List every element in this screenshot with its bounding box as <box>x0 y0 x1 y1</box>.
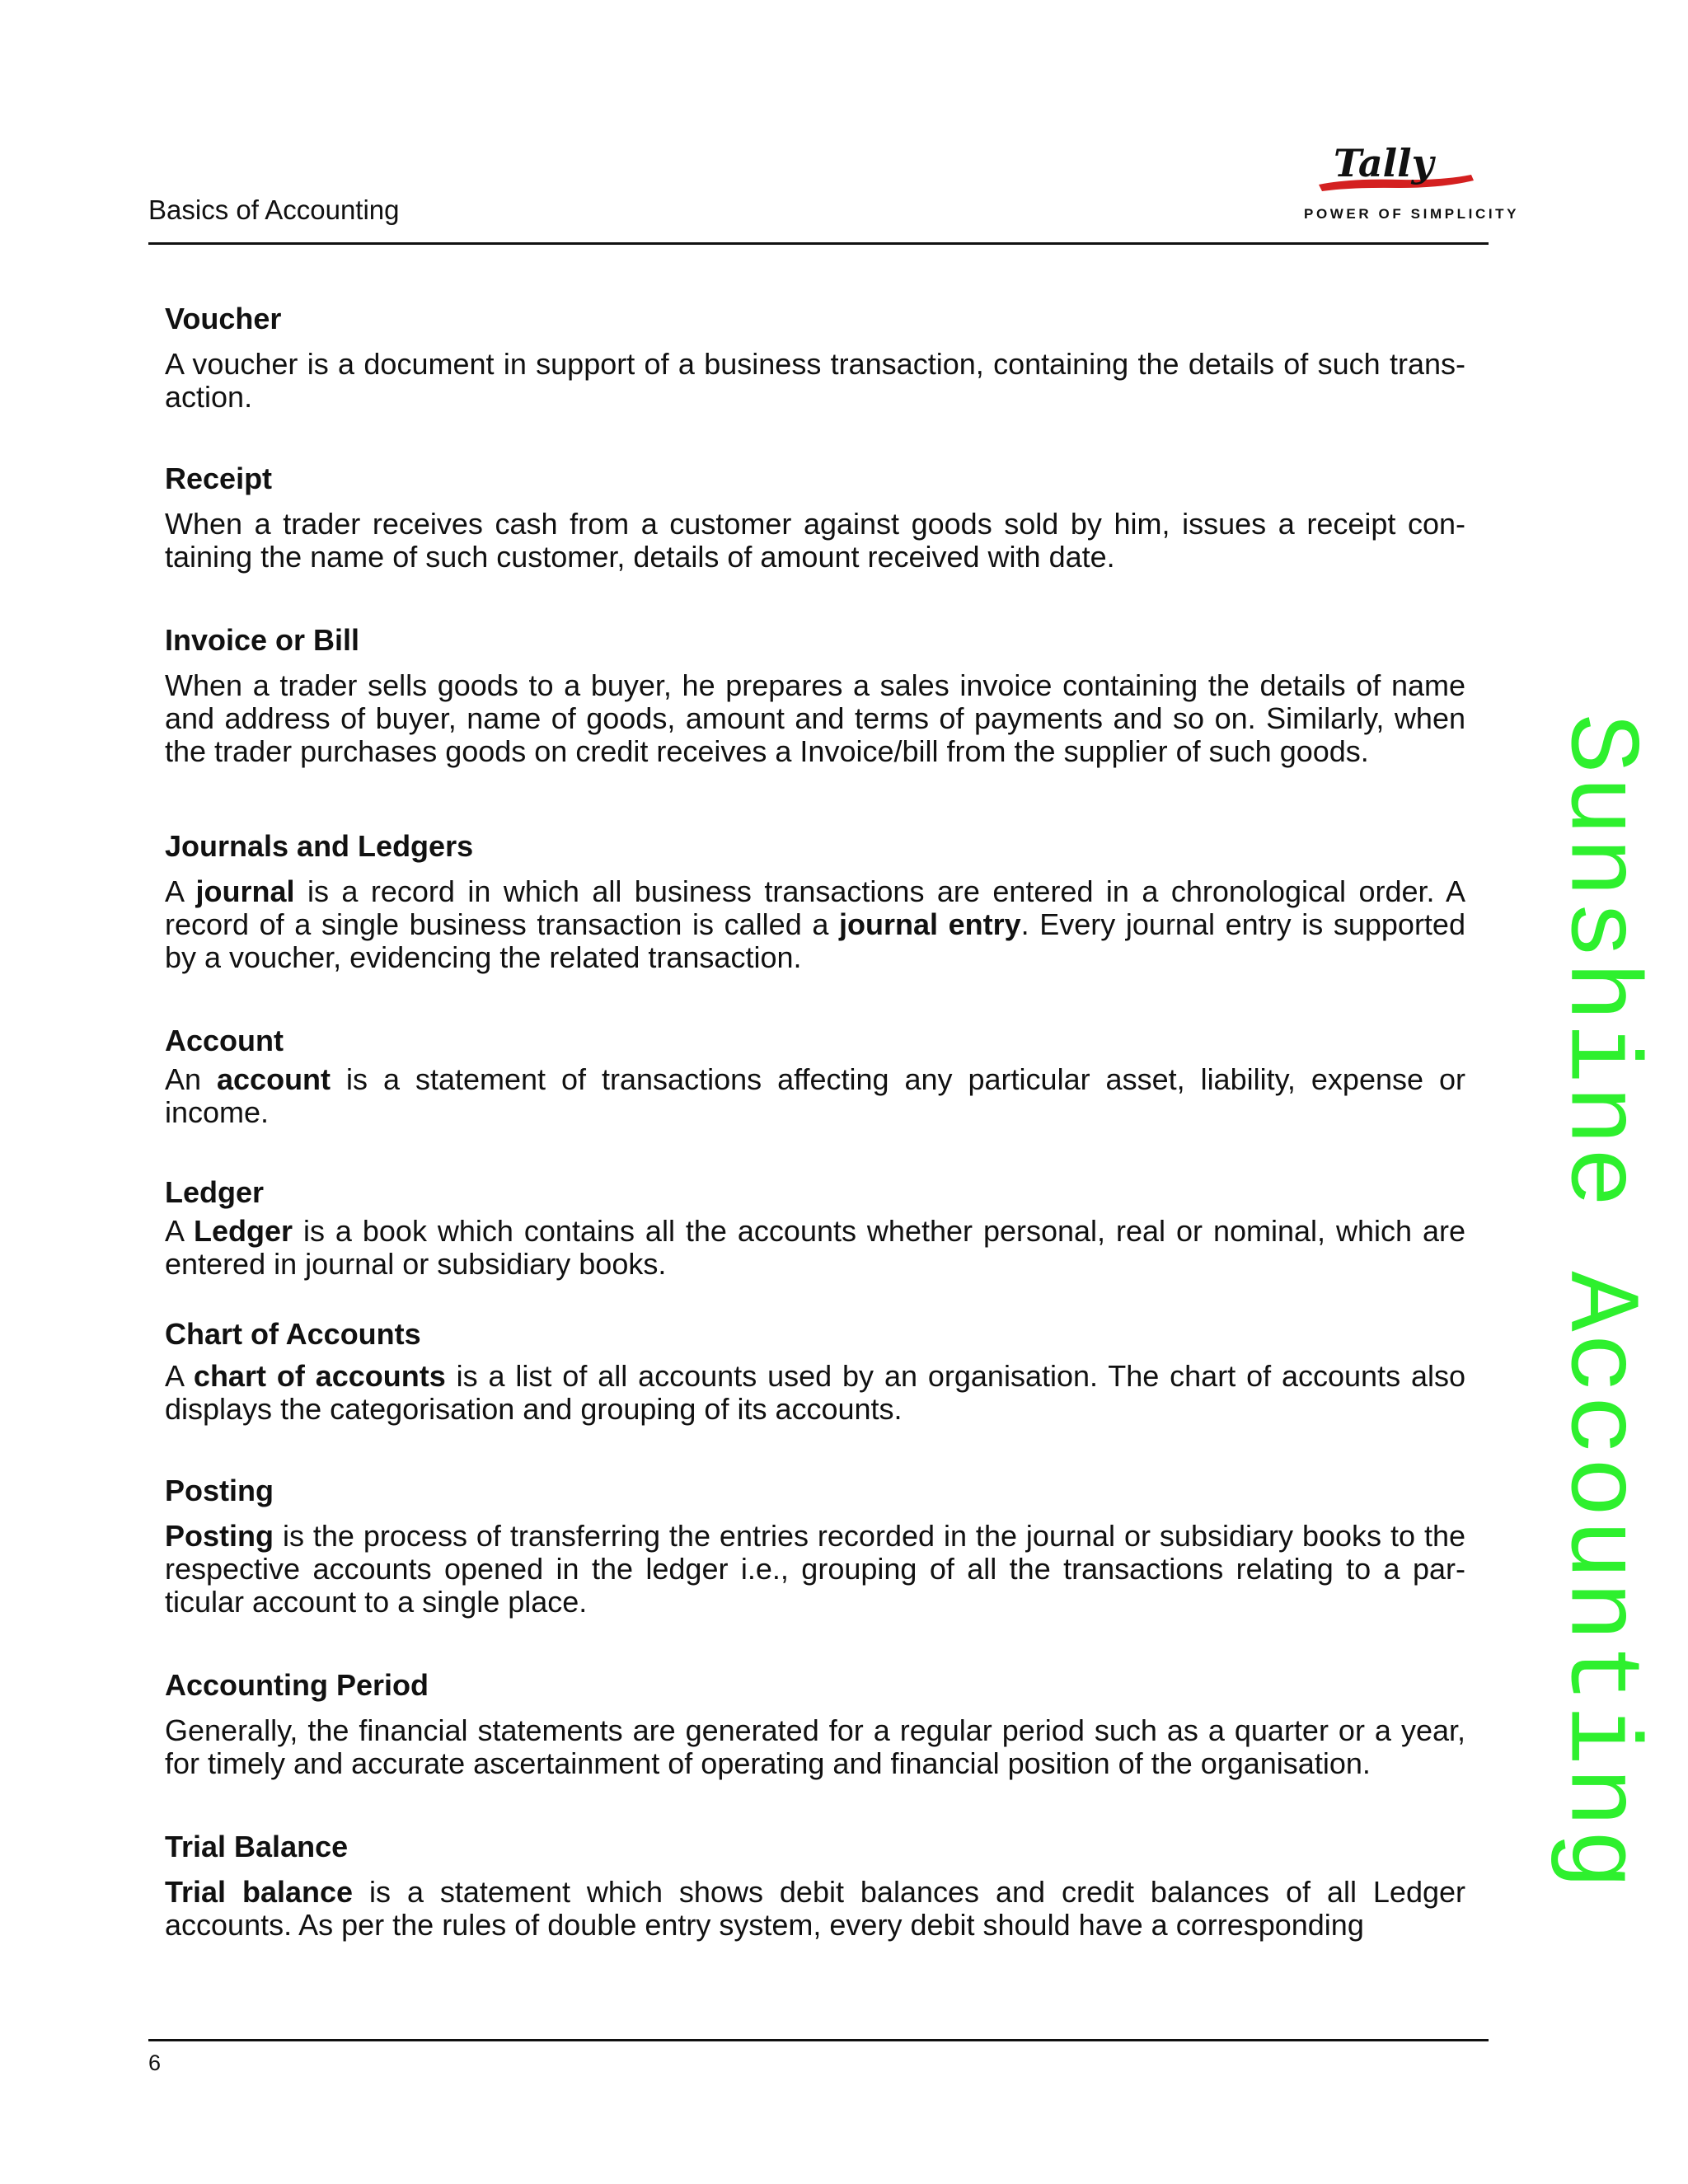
section-invoice-or-bill <box>165 623 1465 768</box>
section-paragraph <box>165 1063 1465 1129</box>
section-paragraph <box>165 669 1465 768</box>
section-paragraph <box>165 875 1465 974</box>
section-journals-and-ledgers <box>165 829 1465 974</box>
text-run: When a trader receives cash from a customer against goods sold by him, issues a receipt con-taining the name of such customer, details of amount received with date. <box>165 507 1465 574</box>
section-ledger <box>165 1175 1465 1281</box>
logo-wordmark: Tally <box>1334 142 1434 185</box>
page-number: 6 <box>148 2050 162 2075</box>
text-run: is a statement which shows debit balances and credit balances of all Ledger accounts. As per the rules of double entry system, every debit should have a corresponding <box>165 1875 1466 1942</box>
page-content <box>165 302 1465 1942</box>
tally-logo-icon <box>1302 142 1492 208</box>
text-run: is the process of transferring the entries recorded in the journal or subsidiary books to the respective accounts opened in the ledger i.e., grouping of all the transactions relating to a par-ticular account to a single place. <box>165 1519 1465 1619</box>
section-paragraph <box>165 1876 1465 1942</box>
text-run: is a book which contains all the accounts whether personal, real or nominal, which are entered in journal or subsidiary books. <box>165 1214 1465 1281</box>
bold-term: Trial balance <box>165 1875 354 1909</box>
bold-term: account <box>217 1062 331 1096</box>
section-heading: Accounting Period <box>165 1668 429 1702</box>
section-paragraph <box>165 1215 1465 1281</box>
section-accounting-period <box>165 1668 1465 1780</box>
bold-term: journal <box>195 874 295 908</box>
section-receipt <box>165 462 1465 574</box>
section-heading: Account <box>165 1024 284 1057</box>
section-heading: Trial Balance <box>165 1830 349 1863</box>
section-heading: Journals and Ledgers <box>165 829 474 863</box>
section-trial-balance <box>165 1830 1465 1942</box>
text-run: . Every journal entry is supported by a voucher, evidencing the related transaction. <box>165 907 1465 974</box>
section-account <box>165 1024 1465 1129</box>
section-voucher <box>165 302 1465 414</box>
section-heading: Voucher <box>165 302 282 335</box>
section-paragraph <box>165 1714 1465 1780</box>
text-run: Generally, the financial statements are generated for a regular period such as a quarter or a year, for timely and accurate ascertainment of operating and financial position of the organisation. <box>165 1713 1465 1780</box>
section-heading: Invoice or Bill <box>165 623 360 657</box>
text-run: is a list of all accounts used by an organisation. The chart of accounts also displays the categorisation and grouping of its accounts. <box>165 1359 1466 1426</box>
running-header-title: Basics of Accounting <box>148 194 400 225</box>
text-run: A voucher is a document in support of a business transaction, containing the details of such trans-action. <box>165 347 1465 414</box>
section-chart-of-accounts <box>165 1317 1465 1426</box>
side-watermark: Sunshine Accounting <box>1541 713 1657 1891</box>
bold-term: Ledger <box>193 1214 293 1248</box>
section-paragraph <box>165 508 1465 574</box>
section-paragraph <box>165 348 1465 414</box>
header-rule <box>148 242 1489 245</box>
text-run: A <box>165 874 196 908</box>
section-heading: Ledger <box>165 1175 265 1209</box>
section-heading: Receipt <box>165 462 273 495</box>
section-posting <box>165 1474 1465 1619</box>
logo-tagline: POWER OF SIMPLICITY <box>1304 206 1520 222</box>
section-paragraph <box>165 1520 1465 1619</box>
text-run: A <box>165 1359 194 1393</box>
text-run: An <box>165 1062 218 1096</box>
section-paragraph <box>165 1360 1465 1426</box>
text-run: is a record in which all business transactions are entered in a chronological order. A record of a single business transaction is called a <box>165 874 1465 941</box>
bold-term: Posting <box>165 1519 274 1553</box>
section-heading: Chart of Accounts <box>165 1317 421 1351</box>
text-run: When a trader sells goods to a buyer, he prepares a sales invoice containing the details of name and address of buyer, name of goods, amount and terms of payments and so on. Similarly, when the trader purchases goods on credit receives a Invoice/bill from the supplier of such goods. <box>165 668 1465 768</box>
bold-term: journal entry <box>838 907 1021 941</box>
bold-term: chart of accounts <box>193 1359 446 1393</box>
footer-rule <box>148 2039 1489 2041</box>
text-run: A <box>165 1214 194 1248</box>
text-run: is a statement of transactions affecting any particular asset, liability, expense or income. <box>165 1062 1465 1129</box>
section-heading: Posting <box>165 1474 274 1507</box>
